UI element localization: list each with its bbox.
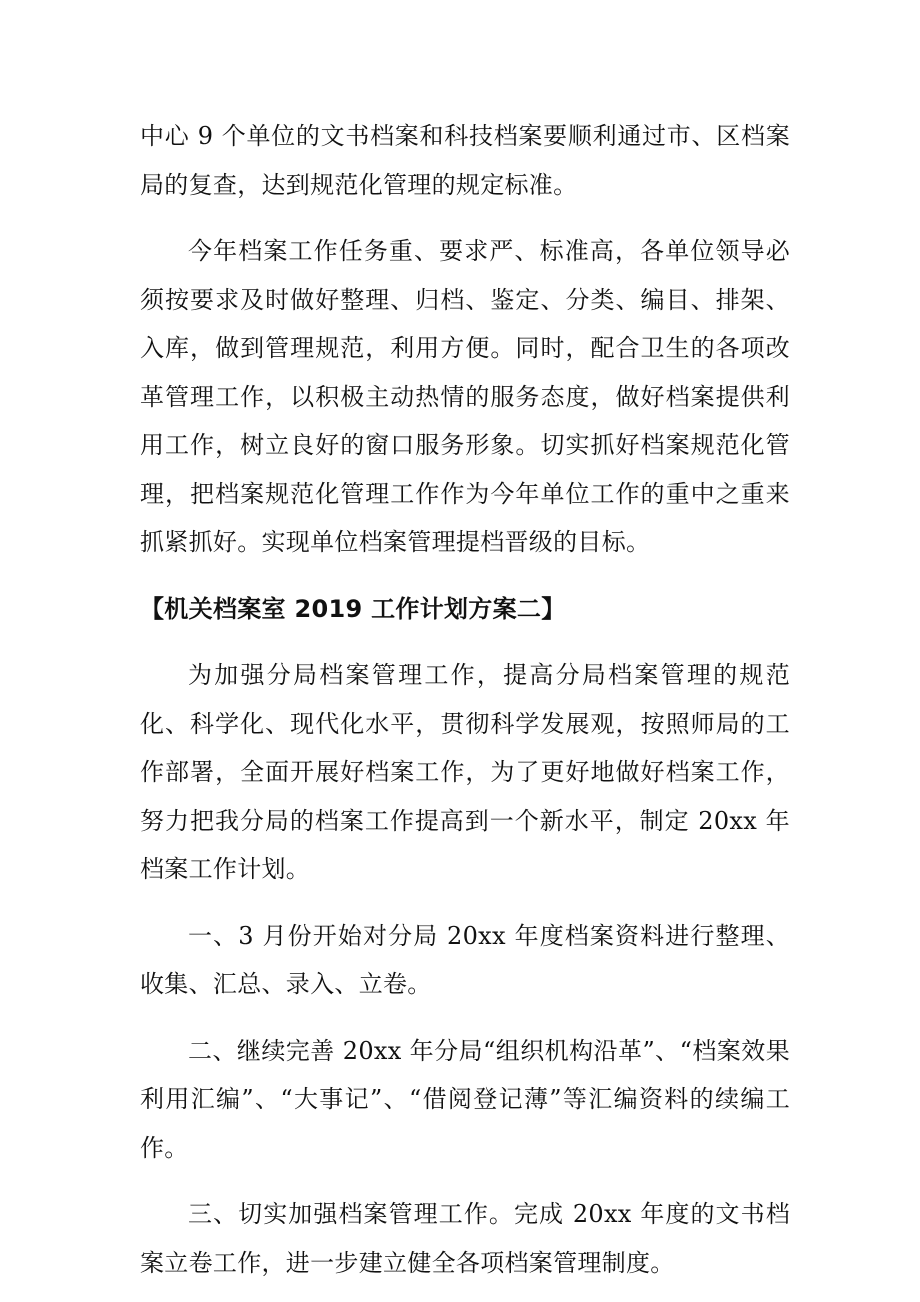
paragraph-plan-intro: 为加强分局档案管理工作，提高分局档案管理的规范化、科学化、现代化水平，贯彻科学发展观，按照师局的工作部署，全面开展好档案工作，为了更好地做好档案工作，努力把我分局的档案工作提高到一个新水平，制定 20xx 年档案工作计划。 xyxy=(140,661,790,883)
list-item-one: 一、3 月份开始对分局 20xx 年度档案资料进行整理、收集、汇总、录入、立卷。 xyxy=(140,921,790,998)
paragraph-work-requirements: 今年档案工作任务重、要求严、标准高，各单位领导必须按要求及时做好整理、归档、鉴定、分类、编目、排架、入库，做到管理规范，利用方便。同时，配合卫生的各项改革管理工作，以积极主动热情的服务态度，做好档案提供利用工作，树立良好的窗口服务形象。切实抓好档案规范化管理，把档案规范化管理工作作为今年单位工作的重中之重来抓紧抓好。实现单位档案管理提档晋级的目标。 xyxy=(140,237,790,556)
section-heading: 【机关档案室 2019 工作计划方案二】 xyxy=(140,594,566,623)
paragraph-continuation: 中心 9 个单位的文书档案和科技档案要顺利通过市、区档案局的复查，达到规范化管理的规定标准。 xyxy=(140,122,790,199)
list-item-three: 三、切实加强档案管理工作。完成 20xx 年度的文书档案立卷工作，进一步建立健全各项档案管理制度。 xyxy=(140,1200,790,1277)
document-page xyxy=(140,112,790,1287)
list-item-two: 二、继续完善 20xx 年分局“组织机构沿革”、“档案效果利用汇编”、“大事记”、“借阅登记薄”等汇编资料的续编工作。 xyxy=(140,1036,790,1162)
